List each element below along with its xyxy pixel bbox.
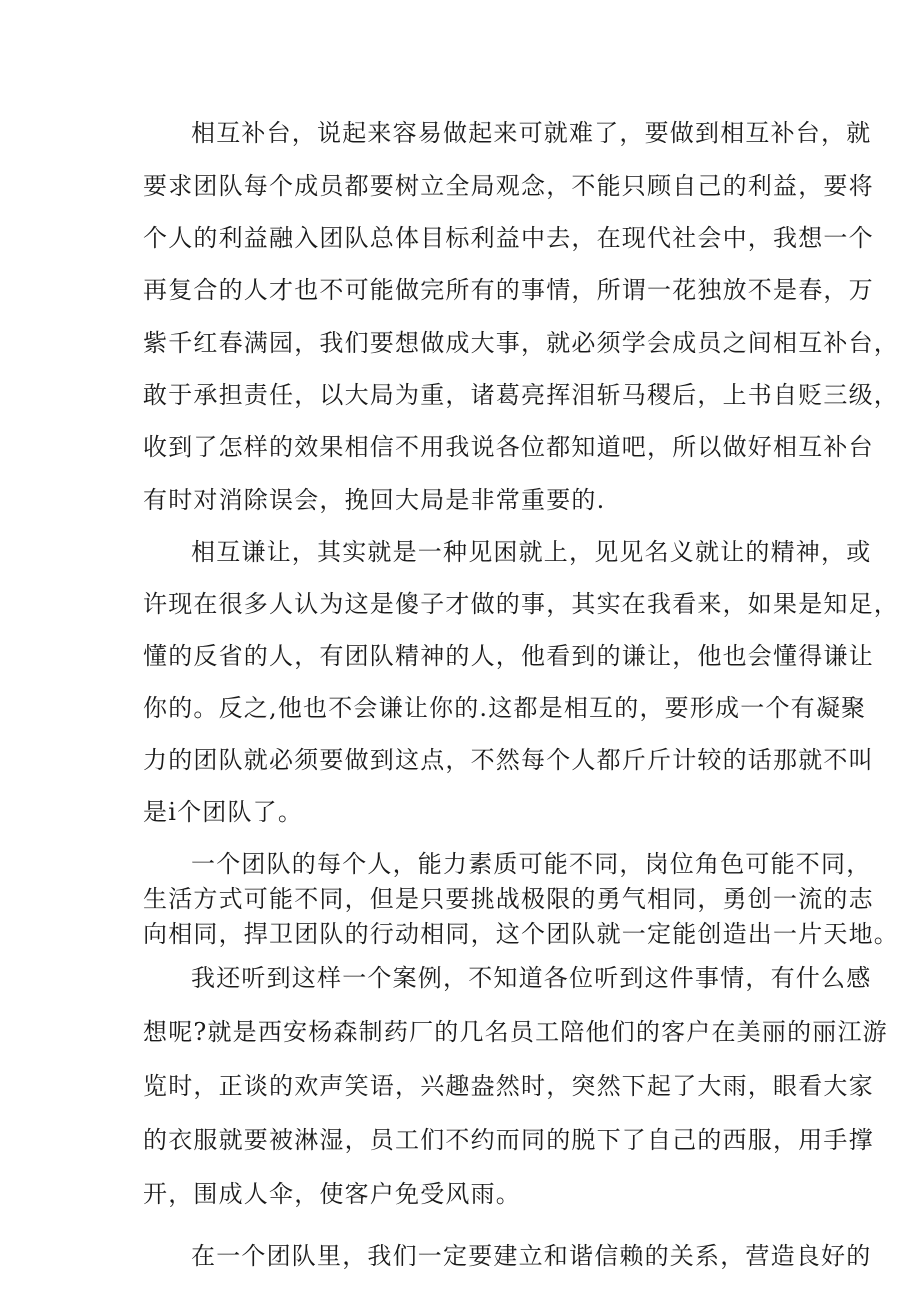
text-line: 览时，正谈的欢声笑语，兴趣盎然时，突然下起了大雨，眼看大家 <box>143 1072 874 1100</box>
text-line: 是i个团队了。 <box>143 798 304 826</box>
text-line: 生活方式可能不同，但是只要挑战极限的勇气相同，勇创一流的志 <box>143 885 874 913</box>
text-line: 一个团队的每个人，能力素质可能不同，岗位角色可能不同， <box>191 850 872 878</box>
text-line: 有时对消除误会，挽回大局是非常重要的. <box>143 486 606 514</box>
text-line: 我还听到这样一个案例，不知道各位听到这件事情，有什么感 <box>191 964 872 992</box>
text-line: 个人的利益融入团队总体目标利益中去，在现代社会中，我想一个 <box>143 224 874 252</box>
text-line: 敢于承担责任，以大局为重，诸葛亮挥泪斩马稷后，上书自贬三级， <box>143 381 899 409</box>
text-line: 向相同，捍卫团队的行动相同，这个团队就一定能创造出一片天地。 <box>143 920 899 948</box>
text-line: 开，围成人伞，使客户免受风雨。 <box>143 1180 521 1208</box>
text-line: 许现在很多人认为这是傻子才做的事，其实在我看来，如果是知足， <box>143 590 899 618</box>
text-line: 懂的反省的人，有团队精神的人，他看到的谦让，他也会懂得谦让 <box>143 642 874 670</box>
text-line: 要求团队每个成员都要树立全局观念，不能只顾自己的利益，要将 <box>143 172 874 200</box>
text-line: 再复合的人才也不可能做完所有的事情，所谓一花独放不是春，万 <box>143 276 874 304</box>
text-line: 想呢?就是西安杨森制药厂的几名员工陪他们的客户在美丽的丽江游 <box>143 1018 888 1046</box>
text-line: 力的团队就必须要做到这点，不然每个人都斤斤计较的话那就不叫 <box>143 746 874 774</box>
text-line: 相互谦让，其实就是一种见困就上，见见名义就让的精神，或 <box>191 538 872 566</box>
text-line: 的衣服就要被淋湿，员工们不约而同的脱下了自己的西服，用手撑 <box>143 1126 874 1154</box>
text-line: 相互补台，说起来容易做起来可就难了，要做到相互补台，就 <box>191 119 872 147</box>
text-line: 紫千红春满园，我们要想做成大事，就必须学会成员之间相互补台， <box>143 329 899 357</box>
text-line: 收到了怎样的效果相信不用我说各位都知道吧，所以做好相互补台 <box>143 433 874 461</box>
text-line: 你的。反之,他也不会谦让你的.这都是相互的，要形成一个有凝聚 <box>143 694 867 722</box>
text-line: 在一个团队里，我们一定要建立和谐信赖的关系，营造良好的 <box>191 1242 872 1270</box>
